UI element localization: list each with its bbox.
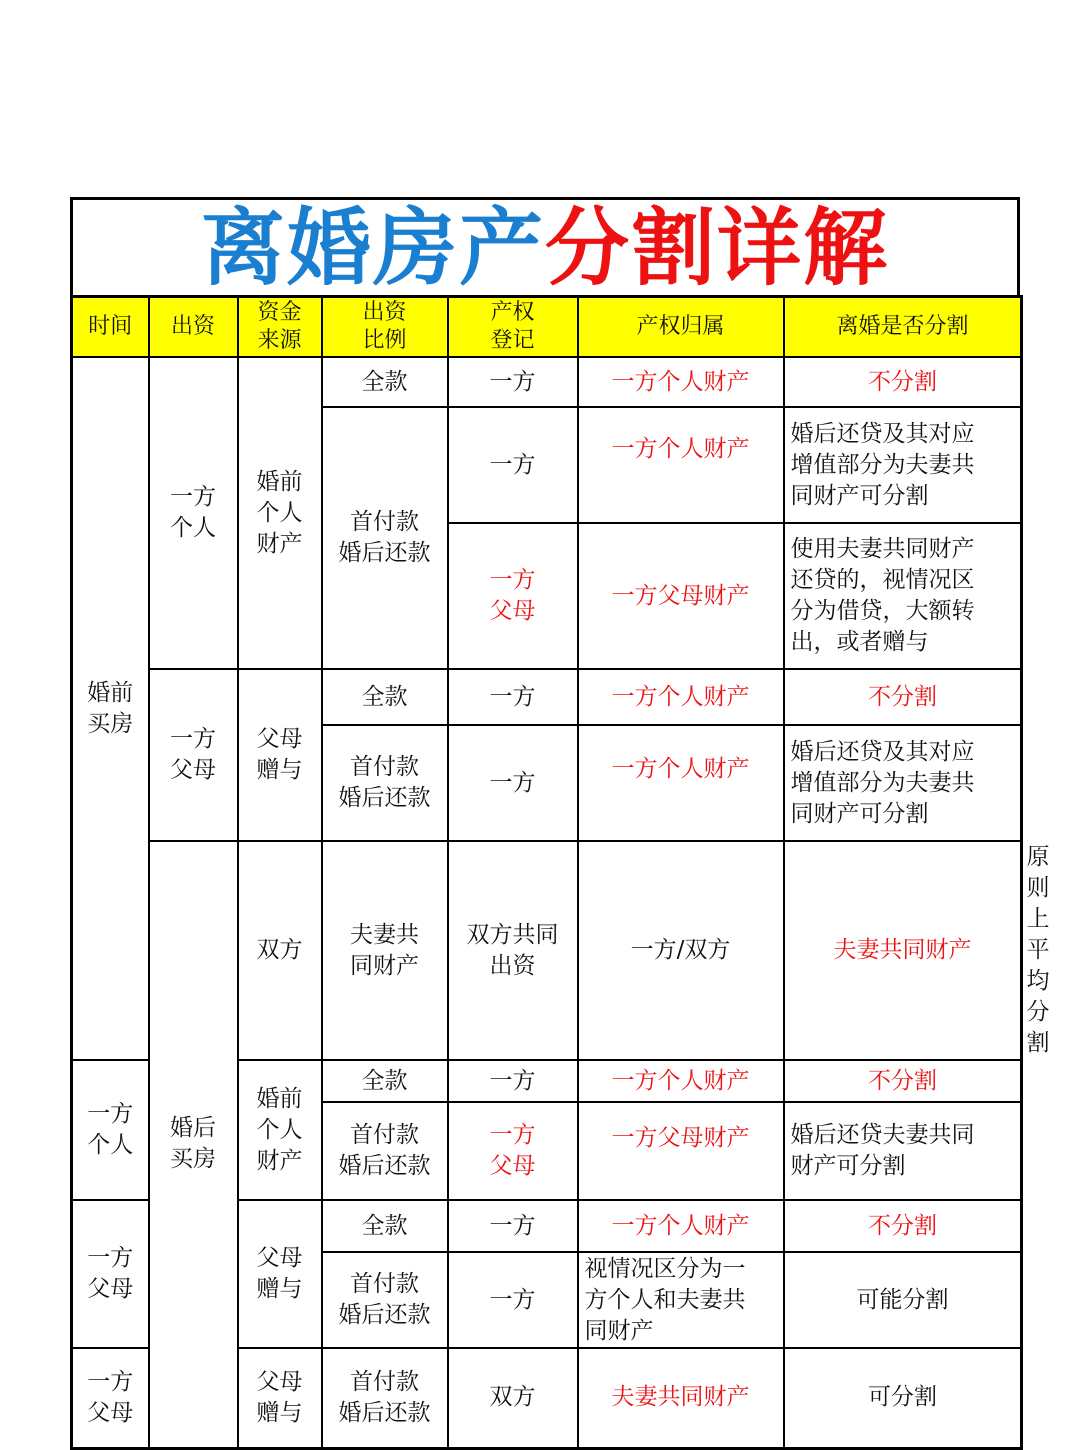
- ratio-down-payment: 首付款 婚后还款: [322, 725, 448, 841]
- division: 不分割: [784, 1060, 1022, 1102]
- registration: 双方: [448, 1348, 578, 1448]
- ownership-note: 视情况区分为一 方个人和夫妻共 同财产: [578, 1252, 784, 1348]
- contributor-one-party: 一方 个人: [149, 357, 238, 669]
- header-ratio: 出资 比例: [322, 297, 448, 358]
- division: 不分割: [784, 357, 1022, 407]
- ratio-full: 全款: [322, 1060, 448, 1102]
- time-postmarital: 婚后 买房: [149, 841, 238, 1448]
- source-joint-fund: 夫妻共 同财产: [322, 841, 448, 1060]
- source-parents-gift: 父母 赠与: [238, 1348, 322, 1448]
- division: 可分割: [784, 1348, 1022, 1448]
- division-note: 使用夫妻共同财产 还贷的，视情况区 分为借贷，大额转 出，或者赠与: [784, 523, 1022, 669]
- source-parents-gift: 父母 赠与: [238, 669, 322, 841]
- registration: 一方: [448, 1200, 578, 1252]
- registration: 一方/双方: [578, 841, 784, 1060]
- header-time: 时间: [72, 297, 149, 358]
- table-row: [72, 357, 1022, 407]
- table-row: 婚后 买房 双方 夫妻共 同财产 双方共同 出资 一方/双方 夫妻共同财产 原则上平均分割: [72, 841, 1022, 1060]
- contributor-one-party: 一方 个人: [72, 1060, 149, 1200]
- division: 不分割: [784, 1200, 1022, 1252]
- ownership: 一方个人财产: [578, 1060, 784, 1102]
- title-blue-part: 离婚房产: [200, 198, 545, 297]
- division-table: [70, 295, 1050, 1450]
- contributor-one-parents: 一方 父母: [72, 1200, 149, 1348]
- division-note: 婚后还贷夫妻共同 财产可分割: [784, 1102, 1022, 1200]
- header-ownership: 产权归属: [578, 297, 784, 358]
- header-division: 离婚是否分割: [784, 297, 1022, 358]
- source-premarital-asset: 婚前 个人 财产: [238, 1060, 322, 1200]
- table-row: [72, 669, 1022, 725]
- ratio-down-payment: 首付款 婚后还款: [322, 1102, 448, 1200]
- registration: 一方: [448, 357, 578, 407]
- division-note: 婚后还贷及其对应 增值部分为夫妻共 同财产可分割: [784, 725, 1022, 841]
- ownership: 一方个人财产: [578, 357, 784, 407]
- header-row: [72, 297, 1022, 358]
- source-premarital-asset: 婚前 个人 财产: [238, 357, 322, 669]
- ownership: 夫妻共同财产: [784, 841, 1022, 1060]
- division-note: 婚后还贷及其对应 增值部分为夫妻共 同财产可分割: [784, 407, 1022, 523]
- ownership: 一方个人财产: [578, 669, 784, 725]
- division: 不分割: [784, 669, 1022, 725]
- ownership: 一方个人财产: [578, 725, 784, 841]
- registration: 一方: [448, 1252, 578, 1348]
- registration-parents: 一方 父母: [448, 523, 578, 669]
- ratio-full: 全款: [322, 669, 448, 725]
- ratio-joint-contribution: 双方共同 出资: [448, 841, 578, 1060]
- registration: 一方: [448, 725, 578, 841]
- ratio-full: 全款: [322, 1200, 448, 1252]
- contributor-one-parents: 一方 父母: [149, 669, 238, 841]
- ownership: 一方父母财产: [578, 523, 784, 669]
- ratio-down-payment: 首付款 婚后还款: [322, 1252, 448, 1348]
- ownership: 一方个人财产: [578, 1200, 784, 1252]
- time-premarital: 婚前 买房: [72, 357, 149, 1060]
- ratio-full: 全款: [322, 357, 448, 407]
- source-parents-gift: 父母 赠与: [238, 1200, 322, 1348]
- registration-parents: 一方 父母: [448, 1102, 578, 1200]
- division: 可能分割: [784, 1252, 1022, 1348]
- registration: 一方: [448, 407, 578, 523]
- title-red-part: 分割详解: [545, 198, 890, 297]
- header-contributor: 出资: [149, 297, 238, 358]
- contributor-one-parents: 一方 父母: [72, 1348, 149, 1448]
- ratio-down-payment: 首付款 婚后还款: [322, 407, 448, 669]
- header-fund-source: 资金 来源: [238, 297, 322, 358]
- page-title: [70, 197, 1020, 295]
- ratio-down-payment: 首付款 婚后还款: [322, 1348, 448, 1448]
- ownership: 一方父母财产: [578, 1102, 784, 1200]
- registration: 一方: [448, 669, 578, 725]
- registration: 一方: [448, 1060, 578, 1102]
- property-division-sheet: [70, 197, 1050, 1450]
- contributor-both: 双方: [238, 841, 322, 1060]
- ownership: 夫妻共同财产: [578, 1348, 784, 1448]
- ownership: 一方个人财产: [578, 407, 784, 523]
- header-registration: 产权 登记: [448, 297, 578, 358]
